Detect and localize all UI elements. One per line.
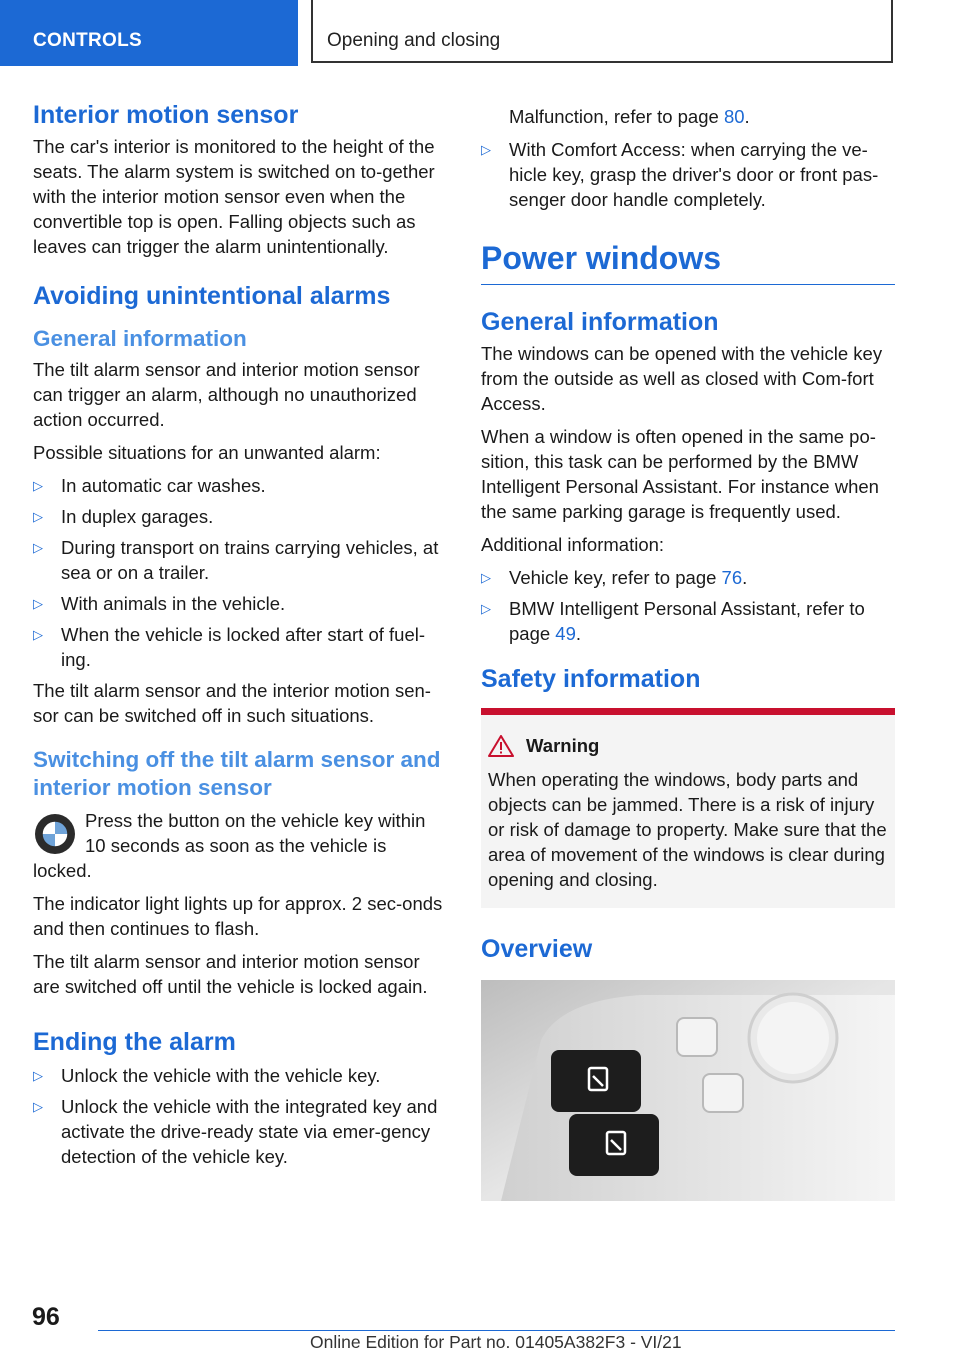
list-item: ▷ In automatic car washes. [33,475,266,496]
warning-triangle-icon [488,735,514,757]
warning-label: Warning [526,735,600,756]
power-window-switches-image [481,980,895,1201]
page-link-80[interactable]: 80 [723,106,745,127]
list-item: ▷ During transport on trains carrying vehicles, at sea or on a trailer. [33,537,439,583]
bmw-key-button-icon [33,812,77,856]
situations-intro: Possible situations for an unwanted alarm: [33,442,381,463]
comfort-list [481,137,895,212]
list-item: ▷ Unlock the vehicle with the vehicle key. [33,1065,381,1086]
indicator-text: The indicator light lights up for approx. 2 sec-onds and then continues to flash. [33,893,443,939]
chapter-tab[interactable] [311,0,893,63]
page-header [0,0,960,66]
triangle-bullet-icon: ▷ [33,509,43,524]
heading-avoiding-alarms: Avoiding unintentional alarms [33,282,391,310]
additional-intro: Additional information: [481,534,665,555]
right-column [481,104,895,1201]
situations-list [33,473,449,672]
triangle-bullet-icon: ▷ [33,1099,43,1114]
heading-safety-information: Safety information [481,665,701,693]
switched-off-text: The tilt alarm sensor and interior motion sensor are switched off until the vehicle is locked again. [33,951,428,997]
page-number: 96 [32,1303,60,1331]
page-footer [0,1300,960,1362]
list-item: ▷ With animals in the vehicle. [33,593,286,614]
triangle-bullet-icon: ▷ [33,596,43,611]
general-body-2: When a window is often opened in the same po-sition, this task can be performed by the BMW Intelligent Personal Assistant. For instance when the same parking garage is frequently used. [481,426,879,522]
heading-power-windows: Power windows [481,238,895,285]
press-button-text: Press the button on the vehicle key within 10 seconds as soon as the vehicle is locked. [33,810,426,881]
switch-off-note: The tilt alarm sensor and the interior motion sen-sor can be switched off in such situations. [33,680,431,726]
triangle-bullet-icon: ▷ [33,627,43,642]
section-tab[interactable] [0,0,298,66]
heading-ending-alarm: Ending the alarm [33,1028,236,1056]
triangle-bullet-icon: ▷ [481,570,491,585]
key-instruction [33,808,449,891]
page-link-76[interactable]: 76 [721,567,743,588]
chapter-label: Opening and closing [327,30,501,51]
triangle-bullet-icon: ▷ [33,478,43,493]
list-item: ▷ When the vehicle is locked after start of fuel-ing. [33,624,426,670]
heading-interior-motion-sensor: Interior motion sensor [33,101,299,129]
triangle-bullet-icon: ▷ [33,540,43,555]
heading-general-information-right: General information [481,308,719,336]
triangle-bullet-icon: ▷ [481,142,491,157]
edition-text: Online Edition for Part no. 01405A382F3 - VI/21 [310,1332,682,1352]
general-body: The tilt alarm sensor and interior motion sensor can trigger an alarm, although no unauthorized action occurred. [33,359,420,430]
list-item: ▷ Unlock the vehicle with the integrated key and activate the drive-ready state via emer-gency detection of the vehicle key. [33,1096,438,1167]
list-item: ▷ With Comfort Access: when carrying the ve-hicle key, grasp the driver's door or front pas-senger door handle completely. [481,139,879,210]
list-item: ▷ In duplex garages. [33,506,214,527]
heading-overview: Overview [481,935,593,963]
section-label: CONTROLS [33,30,143,51]
warning-box [481,708,895,908]
left-column [33,100,449,1175]
warning-body: When operating the windows, body parts and objects can be jammed. There is a risk of injury or risk of damage to property. Make sure that the area of movement of the windows is clear during opening and closing. [488,769,887,890]
malfunction-line: Malfunction, refer to page 80. [509,106,750,127]
additional-list [481,565,895,646]
list-item: ▷ Vehicle key, refer to page 76. [481,567,748,588]
interior-body: The car's interior is monitored to the height of the seats. The alarm system is switched on to-gether with the interior motion sensor even when the convertible top is open. Falling objects such as leaves can trigger the alarm unintentionally. [33,136,435,257]
page-link-49[interactable]: 49 [555,623,576,644]
warning-header [488,735,888,757]
list-item: ▷ BMW Intelligent Personal Assistant, refer to page 49. [481,598,865,644]
ending-list [33,1063,449,1169]
triangle-bullet-icon: ▷ [481,601,491,616]
general-body-1: The windows can be opened with the vehicle key from the outside as well as closed with Com-fort Access. [481,343,883,414]
triangle-bullet-icon: ▷ [33,1068,43,1083]
heading-general-information: General information [33,326,247,351]
heading-switching-off: Switching off the tilt alarm sensor and interior motion sensor [33,747,441,800]
footer-divider [98,1330,895,1331]
